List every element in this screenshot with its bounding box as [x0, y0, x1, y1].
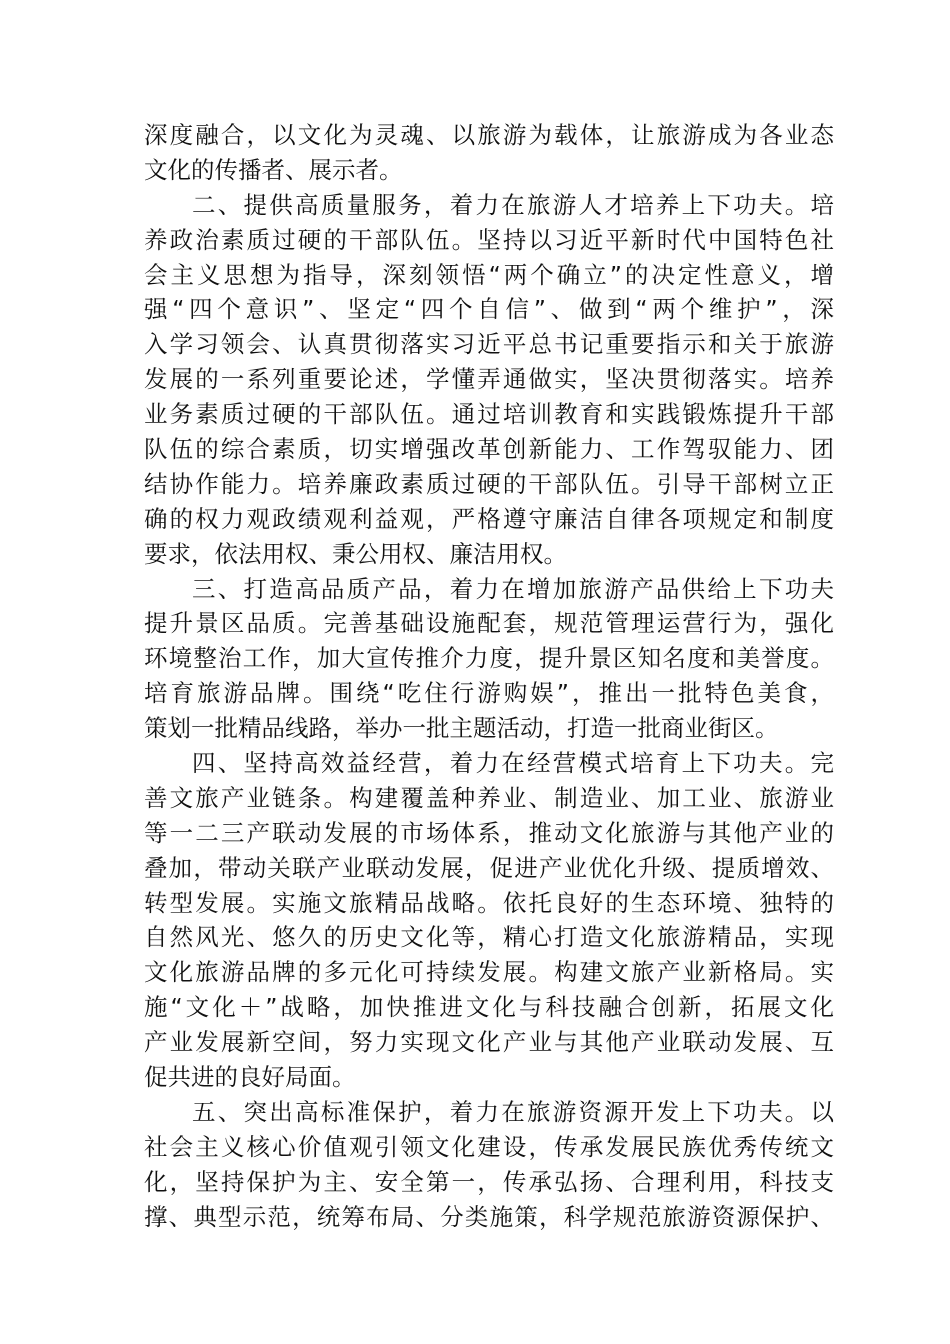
text-line: 养政治素质过硬的干部队伍。坚持以习近平新时代中国特色社 — [144, 225, 834, 254]
text-line: 深度融合，以文化为灵魂、以旅游为载体，让旅游成为各业态 — [144, 121, 834, 149]
text-line: 三、打造高品质产品，着力在增加旅游产品供给上下功夫 — [192, 574, 834, 603]
text-line: 文化旅游品牌的多元化可持续发展。构建文旅产业新格局。实 — [144, 958, 834, 987]
text-line: 社会主义核心价值观引领文化建设，传承发展民族优秀传统文 — [144, 1132, 834, 1161]
text-line: 强“四个意识”、坚定“四个自信”、做到“两个维护”，深 — [144, 295, 834, 324]
text-line: 善文旅产业链条。构建覆盖种养业、制造业、加工业、旅游业 — [144, 783, 834, 812]
text-line: 培育旅游品牌。围绕“吃住行游购娱”，推出一批特色美食， — [144, 679, 834, 708]
text-line: 发展的一系列重要论述，学懂弄通做实，坚决贯彻落实。培养 — [144, 365, 834, 394]
text-line: 产业发展新空间，努力实现文化产业与其他产业联动发展、互 — [144, 1028, 834, 1057]
text-line: 策划一批精品线路，举办一批主题活动，打造一批商业街区。 — [144, 714, 779, 743]
text-line: 撑、典型示范，统筹布局、分类施策，科学规范旅游资源保护、 — [144, 1202, 834, 1231]
text-line: 文化的传播者、展示者。 — [144, 155, 403, 184]
text-line: 转型发展。实施文旅精品战略。依托良好的生态环境、独特的 — [144, 888, 834, 917]
text-line: 队伍的综合素质，切实增强改革创新能力、工作驾驭能力、团 — [144, 435, 834, 464]
text-line: 确的权力观政绩观利益观，严格遵守廉洁自律各项规定和制度 — [144, 504, 834, 533]
text-line: 环境整治工作，加大宣传推介力度，提升景区知名度和美誉度。 — [144, 644, 834, 673]
body-text — [144, 118, 834, 1235]
text-line: 五、突出高标准保护，着力在旅游资源开发上下功夫。以 — [192, 1097, 834, 1126]
text-line: 叠加，带动关联产业联动发展，促进产业优化升级、提质增效、 — [144, 853, 834, 882]
text-line: 施“文化＋”战略，加快推进文化与科技融合创新，拓展文化 — [144, 993, 834, 1022]
text-line: 结协作能力。培养廉政素质过硬的干部队伍。引导干部树立正 — [144, 469, 834, 498]
text-line: 自然风光、悠久的历史文化等，精心打造文化旅游精品，实现 — [144, 923, 834, 952]
text-line: 化，坚持保护为主、安全第一，传承弘扬、合理利用，科技支 — [144, 1167, 834, 1196]
text-line: 二、提供高质量服务，着力在旅游人才培养上下功夫。培 — [192, 190, 834, 219]
text-line: 促共进的良好局面。 — [144, 1063, 356, 1092]
text-line: 等一二三产联动发展的市场体系，推动文化旅游与其他产业的 — [144, 818, 834, 847]
text-line: 会主义思想为指导，深刻领悟“两个确立”的决定性意义，增 — [144, 260, 834, 289]
text-line: 要求，依法用权、秉公用权、廉洁用权。 — [144, 539, 567, 568]
text-line: 四、坚持高效益经营，着力在经营模式培育上下功夫。完 — [192, 749, 834, 778]
text-line: 入学习领会、认真贯彻落实习近平总书记重要指示和关于旅游 — [144, 330, 834, 359]
text-line: 提升景区品质。完善基础设施配套，规范管理运营行为，强化 — [144, 609, 834, 638]
text-line: 业务素质过硬的干部队伍。通过培训教育和实践锻炼提升干部 — [144, 400, 834, 429]
